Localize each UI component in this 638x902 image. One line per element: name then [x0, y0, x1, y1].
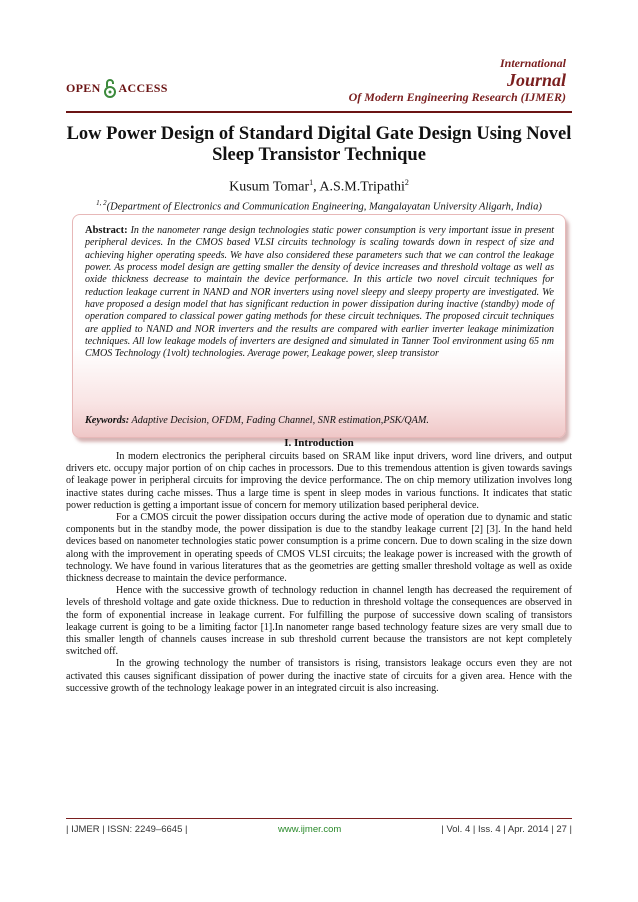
journal-line-name: Of Modern Engineering Research (IJMER) — [348, 90, 566, 104]
paragraph: In modern electronics the peripheral circuits based on SRAM like input drivers, word line drivers, and output drivers etc. occupy major portion of on chip caches in processors. Due to this tremendous attention is given towards savings of leakage power in peripheral circuits for improving the device performance. The on chip memory utilization involves long inactive states during cache misses. Thus a large time is spent in sleep modes in various functions. It indicates that static power reduction is getting a important issue of concern for memory utilization based peripheral device. — [66, 451, 572, 511]
author-superscript: 1 — [309, 178, 314, 187]
author-name: Kusum Tomar — [229, 179, 310, 195]
journal-masthead — [349, 56, 566, 105]
footer-issn: | IJMER | ISSN: 2249–6645 | — [66, 824, 188, 835]
footer-volume-page: | Vol. 4 | Iss. 4 | Apr. 2014 | 27 | — [441, 824, 572, 835]
abstract-box — [72, 214, 566, 438]
section-heading: I. Introduction — [284, 437, 354, 449]
author-line — [66, 178, 572, 196]
header-divider — [66, 111, 572, 113]
abstract-body: In the nanometer range design technologies static power consumption is very important issue in present peripheral devices. In the CMOS based VLSI circuits technology is scaling towards down in respect of size and achieving higher operating speeds. We have also considered these parameters such that we can control the leakage power. As process model design are getting smaller the density of device increases and threshold voltage as well as oxide thickness decrease to maintain the device performance. In this article two novel circuit techniques for reduction leakage current in NAND and NOR inverters using novel sleepy and sleepy property are investigated. We have proposed a design model that has significant reduction in power dissipation during inactive (standby) mode of operation compared to classical power gating methods for these circuit techniques. The proposed circuit techniques are applied to NAND and NOR inverters and the results are compared with earlier inverter leakage minimization techniques. All low leakage models of inverters are designed and simulated in Tanner Tool environment using 65 nm CMOS Technology (1volt) technologies. Average power, Leakage power, sleep transistor — [85, 225, 554, 360]
open-access-badge — [66, 78, 168, 98]
paper-title: Low Power Design of Standard Digital Gate Design Using Novel Sleep Transistor Technique — [66, 124, 572, 165]
paragraph: In the growing technology the number of transistors is rising, transistors leakage occurs even they are not activated this causes significant dissipation of power during the inactive state of circuits for a given area. Hence with the successive growth of the technology leakage power in an integrated circuit is also increasing. — [66, 658, 572, 694]
footer-website-link[interactable]: www.ijmer.com — [278, 824, 342, 835]
author-superscript: 2 — [404, 178, 409, 187]
paragraph: For a CMOS circuit the power dissipation occurs during the active mode of operation due to dynamic and static components but in the standby mode, the power dissipation is due to the standby leakage current [2] [3]. In the hand held devices based on nanometer technologies static power consumption is a prime concern. Due to down scaling in the size down along with the improvement in operating speeds of CMOS VLSI circuits; the leakage power is increased with the growth of technology. We have found in various literatures that as the geometries are getting smaller threshold voltage as well as oxide thickness decrease to maintain the device performance. — [66, 512, 572, 585]
journal-line-international: International — [499, 56, 566, 70]
abstract-label: Abstract — [85, 225, 125, 236]
affiliation-text: (Department of Electronics and Communication Engineering, Mangalayatan University Aligarh, India) — [106, 201, 542, 213]
keywords-text: Adaptive Decision, OFDM, Fading Channel, SNR estimation,PSK/QAM. — [131, 415, 429, 426]
keywords — [85, 415, 554, 427]
open-access-right-label: ACCESS — [118, 80, 168, 95]
footer-divider — [66, 818, 572, 819]
open-lock-icon — [104, 78, 116, 98]
open-access-left-label: OPEN — [66, 80, 101, 95]
section-body — [66, 451, 572, 695]
keywords-label: Keywords: — [85, 415, 130, 426]
journal-line-journal: Journal — [506, 70, 566, 90]
abstract-text: Abstract: In the nanometer range design technologies static power consumption is very important issue in present peripheral devices. In the CMOS based VLSI circuits technology is scaling towards down in respect of size and achieving higher operating speeds. We have also considered these parameters such that we can control the leakage power. As process model design are getting smaller the density of device increases and threshold voltage as well as oxide thickness decrease to maintain the device performance. In this article two novel circuit techniques for reduction leakage current in NAND and NOR inverters using novel sleepy and sleepy property are investigated. We have proposed a design model that has significant reduction in power dissipation during inactive (standby) mode of operation compared to classical power gating methods for these circuit techniques. The proposed circuit techniques are applied to NAND and NOR inverters and the results are compared with earlier inverter leakage minimization techniques. All low leakage models of inverters are designed and simulated in Tanner Tool environment using 65 nm CMOS Technology (1volt) technologies. Average power, Leakage power, sleep transistor — [85, 225, 554, 360]
paragraph: Hence with the successive growth of technology reduction in channel length has decreased the requirement of levels of threshold voltage and gate oxide thickness. Due to reduction in threshold voltage the consequences are observed in the form of exponential increase in leakage current. For fulfilling the purpose of successive down scaling of transistors leakage current is going to be a limiting factor [1].In nanometer range based technology feature sizes are very small due to this smaller length of channels causes increase in sub threshold current because the transistors are not kept completely switched off. — [66, 585, 572, 658]
affiliation — [66, 199, 572, 213]
author-name: A.S.M.Tripathi — [319, 179, 405, 195]
affiliation-superscript: 1, 2 — [96, 199, 107, 207]
author-separator: , — [313, 179, 320, 195]
page-footer — [66, 824, 572, 838]
